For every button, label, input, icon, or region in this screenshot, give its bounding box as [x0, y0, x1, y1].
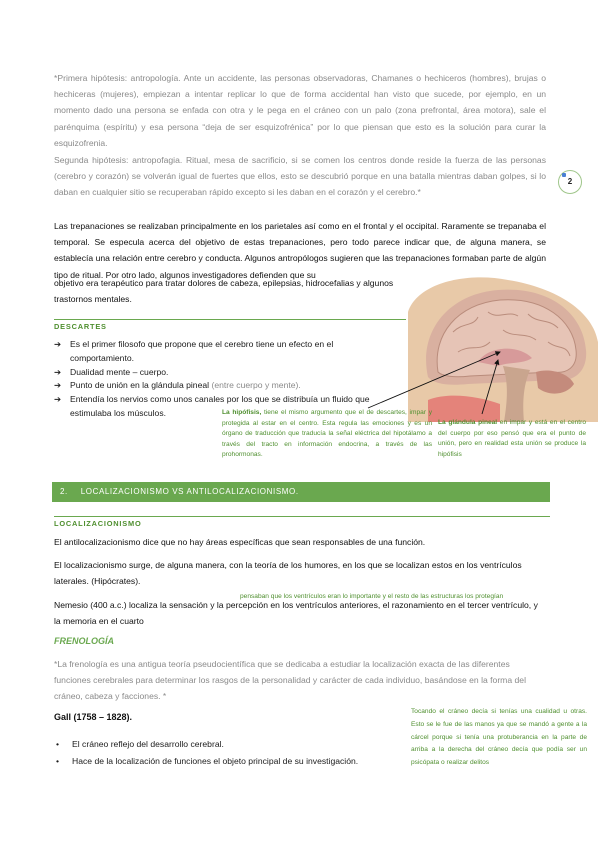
gall-note: Tocando el cráneo decía si tenías una cualidad u otras. Esto se le fue de las manos ya que se mandó a gente a la cárcel porque si tenía una protuberancia en la parte de arriba a la derecha del cráneo decía que podía ser un psicópata o realizar delitos [411, 708, 587, 767]
gall-list [56, 736, 406, 770]
hipofisis-note [222, 408, 432, 461]
localizacionismo-heading: LOCALIZACIONISMO [54, 519, 142, 528]
section-title: LOCALIZACIONISMO VS ANTILOCALIZACIONISMO. [80, 487, 299, 496]
descartes-item-text: Es el primer filosofo que propone que el cerebro tiene un efecto en el comportamiento. [70, 339, 334, 363]
antilocalizacionismo-paragraph: El antilocalizacionismo dice que no hay áreas específicas que sean responsables de una función. [54, 537, 426, 547]
descartes-item-text: Entendía los nervios como unos canales por los que se distribuía un fluido que estimulaba los músculos. [70, 394, 370, 418]
pineal-note [438, 418, 586, 460]
ventricles-overlay-note: pensaban que los ventrículos eran lo importante y el resto de las estructuras los protegían [240, 593, 504, 600]
gall-item-text: El cráneo reflejo del desarrollo cerebral. [72, 739, 224, 749]
localizacionismo-rule [54, 516, 550, 517]
arrow-bullet-icon: ➔ [54, 380, 62, 391]
bullet-dot-icon: • [56, 756, 60, 766]
trepanation-paragraph: Las trepanaciones se realizaban principalmente en los parietales así como en el frontal y el occipital. Raramente se trepanaba el temporal. Se especula acerca del objetivo de estas trepanaciones, pero todo parece indicar que, de alguna manera, se establecía una relación entre cerebro y conducta. Algunos antropólogos sugieren que las trepanaciones formaban parte de algún tipo de ritual. Por otro lado, algunos investigadores defienden que su [54, 221, 546, 280]
gall-item [56, 736, 406, 753]
descartes-item [54, 366, 384, 380]
descartes-item-text: Punto de unión en la glándula pineal [70, 380, 210, 391]
descartes-rule [54, 319, 406, 320]
descartes-heading: DESCARTES [54, 322, 107, 331]
hypothesis-two-paragraph: Segunda hipótesis: antropofagia. Ritual, mesa de sacrificio, si se comen los centros donde reside la fuerza de las personas (cerebro y corazón) se volverán igual de fuertes que ellos, esto se descubrió porque en una batalla mientras daban golpes, si lo daban en cualquier sitio se recuperaban rápido excepto si les daban en el corazón y el cerebro.* [54, 155, 546, 198]
hipofisis-note-bold: La hipófisis, [222, 409, 262, 416]
hipofisis-note-text: tiene el mismo argumento que el de descartes, impar y protegida al estar en el centro. Esta regula las emociones y es un órgano de traducción que traducía la señal eléctrica del hipotálamo a través del tracto en información endocrina, a través de las prohormonas. [222, 409, 433, 459]
frenologia-paragraph: *La frenología es una antigua teoría pseudocientífica que se dedicaba a estudiar la localización exacta de las diferentes funciones cerebrales para determinar los rasgos de la personalidad y carácter de cada individuo, basándose en la forma del cráneo, cabeza y facciones. * [54, 659, 526, 702]
frenologia-title: FRENOLOGÍA [54, 636, 114, 646]
hypothesis-one-paragraph: *Primera hipótesis: antropología. Ante un accidente, las personas observadoras, Chamanes o hechiceros (hombres), brujas o hechiceras (mujeres), empiezan a intentar replicar lo que de forma accidental han visto que sucede, por ejemplo, en un momento dado una persona se enfada con otra y le pega en el cráneo con un palo (zona prefrontal, área motora), sale el parénquima (espíritu) y esa persona “deja de ser esquizofrénica” por lo que piensan que esto es la solución para curar la esquizofrenia. [54, 73, 546, 148]
gall-title: Gall (1758 – 1828). [54, 712, 133, 722]
arrow-bullet-icon: ➔ [54, 366, 62, 377]
descartes-item-text: Dualidad mente – cuerpo. [70, 366, 169, 377]
descartes-item-aside: (entre cuerpo y mente). [211, 380, 301, 391]
arrow-bullet-icon: ➔ [54, 394, 62, 405]
bullet-dot-icon: • [56, 739, 60, 749]
pineal-note-text: en impar y está en el centro del cuerpo por eso pensó que era el punto de unión, pero en realidad esta unión se produce la hipófisis [438, 419, 586, 458]
pineal-note-bold: La glándula pineal [438, 419, 498, 426]
trepanation-paragraph-end: objetivo era terapéutico para tratar dolores de cabeza, epilepsias, hidrocefalias y algunos trastornos mentales. [54, 278, 394, 305]
gall-item [56, 753, 406, 770]
nemesio-paragraph: Nemesio (400 a.c.) localiza la sensación y la percepción en los ventrículos anteriores, el razonamiento en el tercer ventrículo, y la memoria en el cuarto [54, 600, 538, 627]
descartes-item [54, 379, 384, 393]
section-number: 2. [60, 487, 68, 496]
gall-item-text: Hace de la localización de funciones el objeto principal de su investigación. [72, 756, 359, 766]
section-header-bar [52, 482, 550, 502]
localizacionismo-paragraph: El localizacionismo surge, de alguna manera, con la teoría de los humores, en los que se localizan estos en los ventrículos laterales. (Hipócrates). [54, 560, 522, 587]
page-number: 2 [567, 177, 573, 186]
descartes-item [54, 338, 384, 366]
arrow-bullet-icon: ➔ [54, 339, 62, 349]
